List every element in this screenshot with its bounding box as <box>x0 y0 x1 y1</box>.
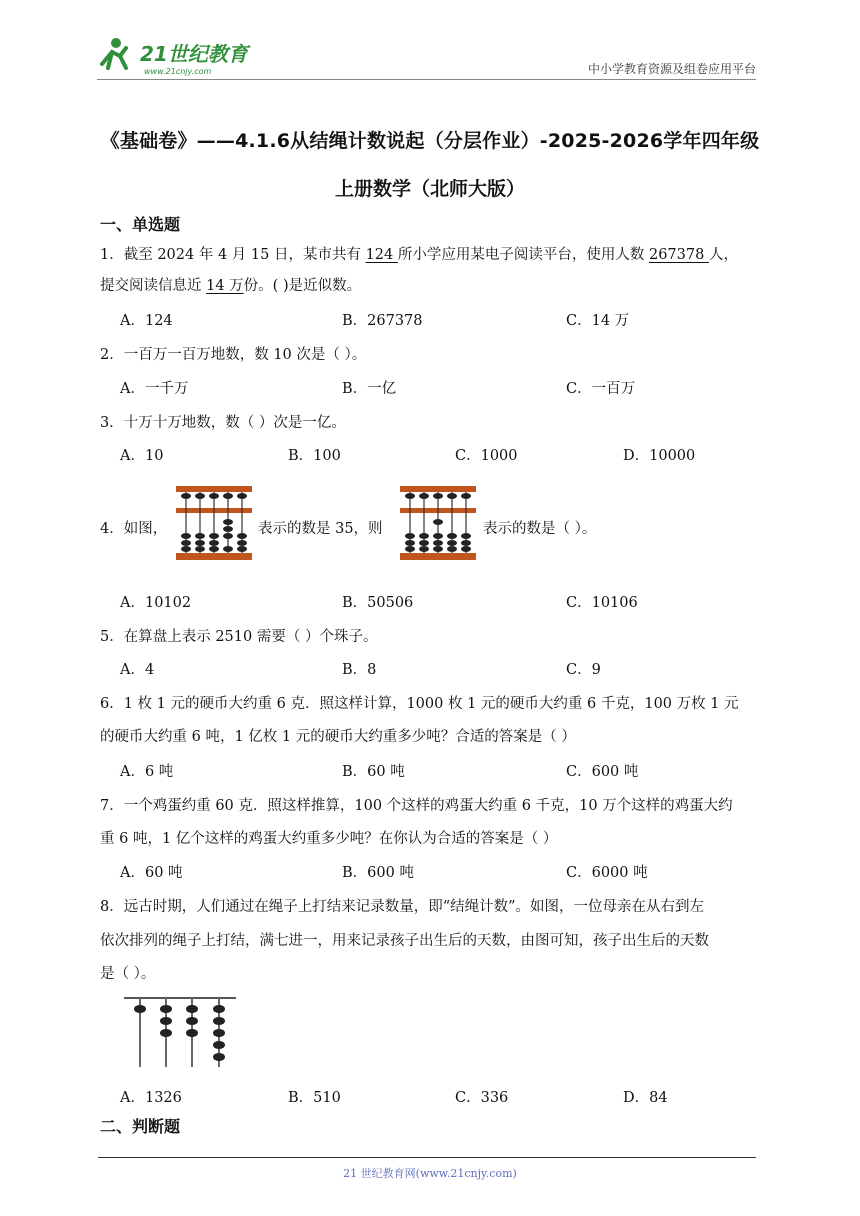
question-1-line2 <box>100 274 361 295</box>
abacus-figure-2 <box>400 486 476 560</box>
q2-option-a[interactable]: A．一千万 <box>120 381 189 397</box>
svg-text:21世纪教育: 21世纪教育 <box>140 42 248 66</box>
footer-site-link[interactable]: 21 世纪教育网(www.21cnjy.com) <box>343 1167 517 1180</box>
q8-option-c[interactable]: C．336 <box>455 1090 509 1106</box>
runner-logo-icon <box>96 34 256 78</box>
q5-option-a[interactable]: A．4 <box>120 662 155 678</box>
header-platform-text: 中小学教育资源及组卷应用平台 <box>587 62 756 76</box>
q1-option-a[interactable]: A．124 <box>120 313 173 329</box>
q7-option-b[interactable]: B．600 吨 <box>342 865 414 881</box>
section-heading-true-false: 二、判断题 <box>100 1117 181 1136</box>
q1-option-c[interactable]: C．14 万 <box>566 313 630 329</box>
question-4-middle: 表示的数是 35，则 <box>258 521 383 537</box>
q7-option-c[interactable]: C．6000 吨 <box>566 865 648 881</box>
q5-option-b[interactable]: B．8 <box>342 662 377 678</box>
q3-option-d[interactable]: D．10000 <box>623 448 696 464</box>
question-2: 2．一百万一百万地数，数 10 次是（ ）。 <box>100 347 367 363</box>
q1-option-b[interactable]: B．267378 <box>342 313 423 329</box>
question-6-line1: 6．1 枚 1 元的硬币大约重 6 克．照这样计算，1000 枚 1 元的硬币大约重 6 千克，100 万枚 1 元 <box>100 696 739 712</box>
q6-option-b[interactable]: B．60 吨 <box>342 764 405 780</box>
q1-underlined-14wan: 14 万 <box>206 278 244 294</box>
abacus-figure-1 <box>176 486 252 560</box>
question-7-line2: 重 6 吨，1 亿个这样的鸡蛋大约重多少吨？在你认为合适的答案是（ ） <box>100 831 558 847</box>
section-heading-single-choice: 一、单选题 <box>100 215 181 234</box>
footer-divider <box>98 1157 756 1158</box>
q3-option-c[interactable]: C．1000 <box>455 448 518 464</box>
question-1-line1 <box>100 243 738 264</box>
question-8-line3: 是（ ）。 <box>100 966 156 982</box>
question-8-line2: 依次排列的绳子上打结，满七进一，用来记录孩子出生后的天数，由图可知，孩子出生后的天数 <box>100 933 709 949</box>
question-4-prefix: 4．如图， <box>100 521 168 537</box>
question-6-line2: 的硬币大约重 6 吨，1 亿枚 1 元的硬币大约重多少吨？合适的答案是（ ） <box>100 729 576 745</box>
header-divider <box>97 79 756 80</box>
q8-option-b[interactable]: B．510 <box>288 1090 341 1106</box>
q1-text-part: 人， <box>708 247 738 263</box>
q1-text-part: 提交阅读信息近 <box>100 278 207 294</box>
q4-option-a[interactable]: A．10102 <box>120 595 192 611</box>
q1-text-part: 1．截至 2024 年 4 月 15 日，某市共有 <box>100 247 366 263</box>
q5-option-c[interactable]: C．9 <box>566 662 601 678</box>
svg-text:www.21cnjy.com: www.21cnjy.com <box>144 67 212 76</box>
q1-underlined-267378: 267378 <box>648 247 709 263</box>
q1-text-part: 所小学应用某电子阅读平台，使用人数 <box>397 247 649 263</box>
q8-option-a[interactable]: A．1326 <box>120 1090 182 1106</box>
question-5: 5．在算盘上表示 2510 需要（ ）个珠子。 <box>100 629 378 645</box>
q6-option-a[interactable]: A．6 吨 <box>120 764 174 780</box>
question-3: 3．十万十万地数，数（ ）次是一亿。 <box>100 415 346 431</box>
question-8-line1: 8．远古时期，人们通过在绳子上打结来记录数量，即“结绳计数”。如图，一位母亲在从右到左 <box>100 899 705 915</box>
page-title-line2: 上册数学（北师大版） <box>334 178 525 200</box>
knot-counting-figure <box>122 995 238 1070</box>
q3-option-a[interactable]: A．10 <box>120 448 164 464</box>
site-logo <box>96 34 256 78</box>
q7-option-a[interactable]: A．60 吨 <box>120 865 183 881</box>
q2-option-c[interactable]: C．一百万 <box>566 381 636 397</box>
question-7-line1: 7．一个鸡蛋约重 60 克．照这样推算，100 个这样的鸡蛋大约重 6 千克，10 万个这样的鸡蛋大约 <box>100 798 733 814</box>
q4-option-b[interactable]: B．50506 <box>342 595 414 611</box>
q1-underlined-124: 124 <box>365 247 398 263</box>
q3-option-b[interactable]: B．100 <box>288 448 341 464</box>
q2-option-b[interactable]: B．一亿 <box>342 381 397 397</box>
q8-option-d[interactable]: D．84 <box>623 1090 668 1106</box>
q6-option-c[interactable]: C．600 吨 <box>566 764 639 780</box>
q4-option-c[interactable]: C．10106 <box>566 595 638 611</box>
page-title-line1: 《基础卷》——4.1.6从结绳计数说起（分层作业）-2025-2026学年四年级 <box>100 130 760 152</box>
q1-text-part: 份。( )是近似数。 <box>243 278 362 294</box>
question-4-suffix: 表示的数是（ ）。 <box>483 521 597 537</box>
